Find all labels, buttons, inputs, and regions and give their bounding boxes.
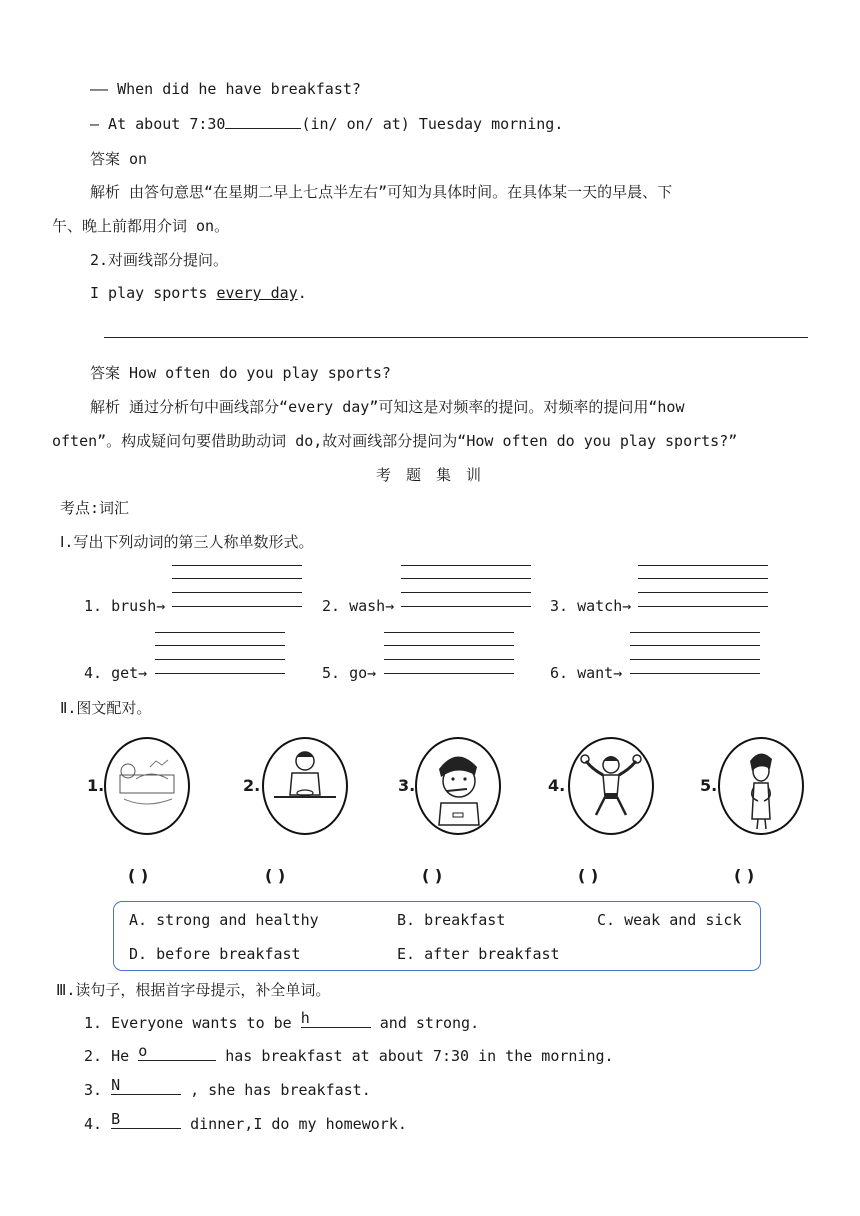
hint-letter: N — [111, 1076, 121, 1094]
part3-item-1: 1. Everyone wants to be h and strong. — [84, 1009, 480, 1032]
picture-weak — [718, 737, 804, 835]
boy-eating-icon — [264, 739, 346, 833]
part1-line[interactable] — [172, 592, 302, 593]
example1-analysis-2: 午、晚上前都用介词 on。 — [52, 217, 230, 235]
picture-number-5: 5. — [700, 776, 718, 795]
example1-blank[interactable] — [225, 114, 301, 129]
part1-line[interactable] — [172, 565, 302, 566]
part1-line[interactable] — [155, 645, 285, 646]
answer-paren-4[interactable]: ( ) — [578, 866, 599, 885]
part3-title: Ⅲ.读句子，根据首字母提示，补全单词。 — [56, 981, 331, 999]
example2-sentence — [90, 284, 307, 302]
example2-analysis-2: often”。构成疑问句要借助助动词 do,故对画线部分提问为“How often do you play sports?” — [52, 432, 738, 450]
part1-item-2: 2. wash→ — [322, 597, 395, 615]
option-e: E. after breakfast — [397, 945, 560, 963]
part1-line[interactable] — [638, 606, 768, 607]
option-d: D. before breakfast — [129, 945, 301, 963]
section-title: 考 题 集 训 — [375, 466, 485, 484]
sick-boy-in-bed-icon — [106, 739, 188, 833]
part1-item-1: 1. brush→ — [84, 597, 166, 615]
option-b: B. breakfast — [397, 911, 506, 929]
hint-letter: o — [138, 1042, 148, 1060]
topic-label: 考点:词汇 — [60, 499, 130, 517]
option-a: A. strong and healthy — [129, 911, 319, 929]
example1-analysis-1: 解析 由答句意思“在星期二早上七点半左右”可知为具体时间。在具体某一天的早晨、下 — [90, 183, 673, 201]
example2-title: 2.对画线部分提问。 — [90, 251, 229, 269]
answer-paren-3[interactable]: ( ) — [422, 866, 443, 885]
part1-line[interactable] — [401, 578, 531, 579]
part3-item-4: 4. B dinner,I do my homework. — [84, 1110, 407, 1133]
part1-line[interactable] — [172, 606, 302, 607]
part1-line[interactable] — [638, 578, 768, 579]
part1-line[interactable] — [384, 632, 514, 633]
example2-answer: 答案 How often do you play sports? — [90, 364, 391, 382]
part3-blank-4[interactable] — [111, 1110, 181, 1129]
picture-number-1: 1. — [87, 776, 105, 795]
part3-item-2: 2. He o has breakfast at about 7:30 in the morning. — [84, 1042, 614, 1065]
part1-line[interactable] — [630, 659, 760, 660]
answer-paren-1[interactable]: ( ) — [128, 866, 149, 885]
picture-brushing — [415, 737, 501, 835]
picture-number-3: 3. — [398, 776, 416, 795]
example1-answer-line — [90, 114, 563, 133]
strong-man-flexing-icon — [570, 739, 652, 833]
part1-item-6: 6. want→ — [550, 664, 623, 682]
example2-analysis-1: 解析 通过分析句中画线部分“every day”可知这是对频率的提问。对频率的提问用“how — [90, 398, 685, 416]
hint-letter: h — [300, 1009, 310, 1027]
part1-line[interactable] — [155, 659, 285, 660]
part1-item-5: 5. go→ — [322, 664, 377, 682]
picture-strong-healthy — [568, 737, 654, 835]
part1-line[interactable] — [401, 606, 531, 607]
part1-line[interactable] — [638, 592, 768, 593]
part1-line[interactable] — [630, 632, 760, 633]
part2-title: Ⅱ.图文配对。 — [60, 699, 152, 717]
example1-answer-post: (in/ on/ at) Tuesday morning. — [301, 115, 564, 133]
example2-sentence-post: . — [297, 284, 307, 302]
part1-line[interactable] — [384, 659, 514, 660]
part1-line[interactable] — [401, 592, 531, 593]
picture-breakfast — [262, 737, 348, 835]
example2-sentence-pre: I play sports — [90, 284, 217, 302]
part1-line[interactable] — [401, 565, 531, 566]
example2-underlined: every day — [216, 284, 298, 302]
example1-answer-pre: — At about 7:30 — [90, 115, 226, 133]
answer-paren-5[interactable]: ( ) — [734, 866, 755, 885]
part1-item-3: 3. watch→ — [550, 597, 632, 615]
hint-letter: B — [111, 1110, 121, 1128]
part1-line[interactable] — [638, 565, 768, 566]
part1-line[interactable] — [172, 578, 302, 579]
option-c: C. weak and sick — [597, 911, 742, 929]
part1-title: Ⅰ.写出下列动词的第三人称单数形式。 — [60, 533, 314, 551]
part1-line[interactable] — [155, 632, 285, 633]
part3-item-3: 3. N , she has breakfast. — [84, 1076, 371, 1099]
picture-number-2: 2. — [243, 776, 261, 795]
part1-line[interactable] — [155, 673, 285, 674]
example1-answer: 答案 on — [90, 150, 148, 168]
boy-brushing-teeth-icon — [417, 739, 499, 833]
part1-line[interactable] — [384, 645, 514, 646]
example1-question: —— When did he have breakfast? — [90, 80, 361, 98]
part3-blank-3[interactable] — [111, 1076, 181, 1095]
picture-weak-sick — [104, 737, 190, 835]
part1-line[interactable] — [630, 645, 760, 646]
part3-blank-2[interactable] — [138, 1042, 216, 1061]
part1-line[interactable] — [630, 673, 760, 674]
part1-item-4: 4. get→ — [84, 664, 148, 682]
thin-person-icon — [720, 739, 802, 833]
part1-line[interactable] — [384, 673, 514, 674]
part3-blank-1[interactable] — [300, 1009, 371, 1028]
picture-number-4: 4. — [548, 776, 566, 795]
answer-paren-2[interactable]: ( ) — [265, 866, 286, 885]
example2-answer-line[interactable] — [104, 337, 808, 338]
